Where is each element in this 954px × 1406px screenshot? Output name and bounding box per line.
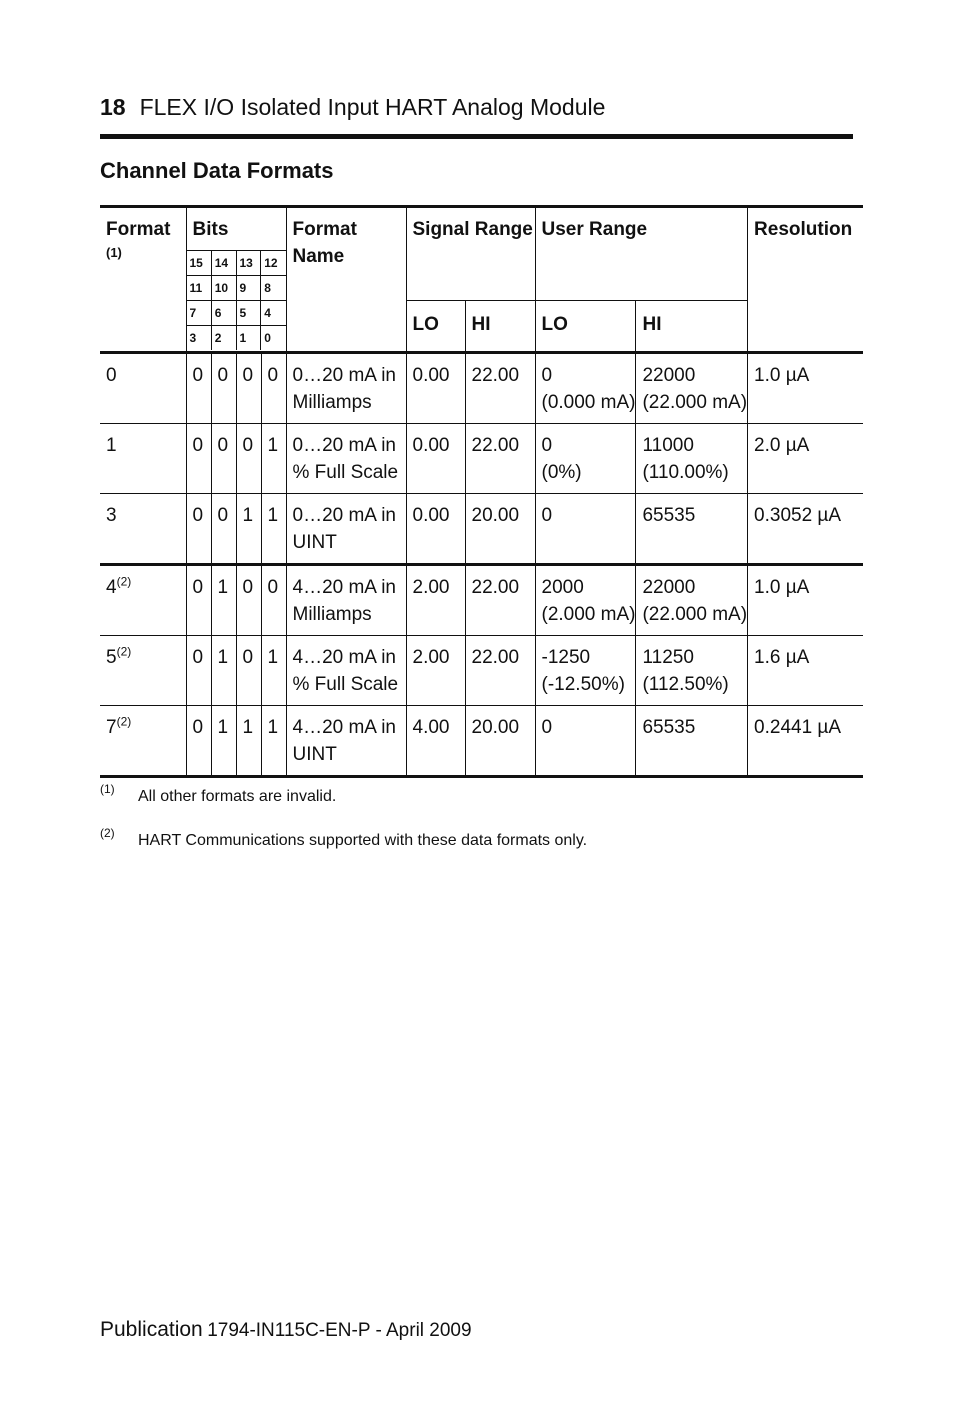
resolution: 1.0 µA (748, 353, 863, 424)
resolution: 2.0 µA (748, 424, 863, 494)
footnote-text: All other formats are invalid. (138, 788, 337, 805)
table-row (100, 565, 863, 636)
bit-value: 1 (236, 494, 261, 565)
bit-value: 0 (211, 494, 236, 565)
format-code: 4$^{(2)}$ (106, 574, 132, 598)
bit-value: 1 (211, 706, 236, 777)
format-name: 4…20 mA in Milliamps (286, 565, 406, 636)
footnote-mark: (2) (100, 826, 115, 840)
page-number: 18 (100, 94, 126, 120)
signal-lo: 0.00 (406, 494, 465, 565)
bit-number: 6 (211, 301, 236, 326)
signal-lo: 0.00 (406, 353, 465, 424)
format-code: 0 (106, 365, 117, 386)
format-code: 1 (106, 435, 117, 456)
bit-number: 13 (236, 251, 261, 276)
resolution: 0.3052 µA (748, 494, 863, 565)
resolution: 1.0 µA (748, 565, 863, 636)
header-bits: Bits 15 14 13 12 11 10 9 8 7 6 5 4 3 2 1 0 (186, 207, 286, 353)
user-hi: 65535 (636, 706, 748, 777)
bit-number: 5 (236, 301, 261, 326)
format-name: 0…20 mA in UINT (286, 494, 406, 565)
header-user-hi: HI (636, 301, 748, 353)
bit-number: 1 (236, 326, 261, 351)
user-hi: 65535 (636, 494, 748, 565)
bit-number: 7 (187, 301, 212, 326)
format-name: 0…20 mA in Milliamps (286, 353, 406, 424)
user-lo: 2000 (2.000 mA) (535, 565, 636, 636)
bit-value: 1 (261, 706, 286, 777)
bit-value: 0 (186, 565, 211, 636)
bit-number: 11 (187, 276, 212, 301)
section-title: Channel Data Formats (100, 158, 334, 183)
header-signal-lo: LO (406, 301, 465, 353)
format-code: 5$^{(2)}$ (106, 644, 132, 668)
bit-number: 15 (187, 251, 212, 276)
header-format-name: Format Name (286, 207, 406, 353)
bit-value: 0 (186, 494, 211, 565)
user-hi: 22000 (22.000 mA) (636, 565, 748, 636)
format-name: 4…20 mA in UINT (286, 706, 406, 777)
bit-value: 1 (261, 636, 286, 706)
format-name: 0…20 mA in % Full Scale (286, 424, 406, 494)
bit-value: 0 (186, 706, 211, 777)
bit-value: 0 (186, 424, 211, 494)
bit-value: 0 (186, 636, 211, 706)
bit-value: 1 (261, 424, 286, 494)
bit-value: 0 (211, 424, 236, 494)
header-signal-range: Signal Range (406, 207, 535, 301)
table-row (100, 706, 863, 777)
user-hi: 11250 (112.50%) (636, 636, 748, 706)
bit-number: 8 (261, 276, 286, 301)
header-resolution: Resolution (748, 207, 863, 353)
bit-value: 1 (261, 494, 286, 565)
publication-footer (100, 1318, 472, 1342)
bit-number: 14 (211, 251, 236, 276)
bit-number: 3 (187, 326, 212, 351)
signal-lo: 2.00 (406, 565, 465, 636)
table-row (100, 494, 863, 565)
user-lo: 0 (535, 706, 636, 777)
signal-hi: 22.00 (465, 565, 535, 636)
bit-value: 1 (211, 636, 236, 706)
bit-value: 0 (186, 353, 211, 424)
table-row (100, 424, 863, 494)
bit-value: 1 (236, 706, 261, 777)
bit-value: 1 (211, 565, 236, 636)
header-user-lo: LO (535, 301, 636, 353)
format-footnote-sup: (2) (116, 714, 132, 729)
bit-number: 2 (211, 326, 236, 351)
signal-hi: 20.00 (465, 706, 535, 777)
header-rule (100, 134, 853, 139)
bit-number: 0 (261, 326, 286, 351)
signal-hi: 22.00 (465, 353, 535, 424)
bit-value: 0 (211, 353, 236, 424)
signal-lo: 2.00 (406, 636, 465, 706)
table-row (100, 353, 863, 424)
user-lo: -1250 (-12.50%) (535, 636, 636, 706)
bit-number: 10 (211, 276, 236, 301)
bit-value: 0 (261, 353, 286, 424)
channel-data-formats-table (100, 205, 863, 778)
bit-value: 0 (236, 565, 261, 636)
header-user-range: User Range (535, 207, 748, 301)
bit-number-grid (187, 250, 286, 350)
format-footnote-ref: (1) (106, 245, 122, 260)
bit-number: 9 (236, 276, 261, 301)
resolution: 0.2441 µA (748, 706, 863, 777)
signal-hi: 22.00 (465, 424, 535, 494)
publication-id: 1794-IN115C-EN-P - April 2009 (207, 1320, 472, 1341)
signal-lo: 0.00 (406, 424, 465, 494)
user-hi: 11000 (110.00%) (636, 424, 748, 494)
bit-number: 12 (261, 251, 286, 276)
format-code: 7$^{(2)}$ (106, 714, 132, 738)
signal-lo: 4.00 (406, 706, 465, 777)
bit-value: 0 (236, 353, 261, 424)
header-signal-hi: HI (465, 301, 535, 353)
signal-hi: 22.00 (465, 636, 535, 706)
user-lo: 0 (0.000 mA) (535, 353, 636, 424)
publication-label: Publication (100, 1318, 203, 1341)
format-code: 3 (106, 505, 117, 526)
format-footnote-sup: (2) (116, 644, 132, 659)
user-lo: 0 (0%) (535, 424, 636, 494)
format-footnote-sup: (2) (116, 574, 132, 589)
signal-hi: 20.00 (465, 494, 535, 565)
page-header (100, 94, 605, 121)
format-name: 4…20 mA in % Full Scale (286, 636, 406, 706)
document-title: FLEX I/O Isolated Input HART Analog Module (139, 94, 606, 120)
user-hi: 22000 (22.000 mA) (636, 353, 748, 424)
table-row (100, 636, 863, 706)
user-lo: 0 (535, 494, 636, 565)
bit-value: 0 (236, 636, 261, 706)
header-format: Format (1) (100, 207, 186, 353)
footnote-mark: (1) (100, 782, 115, 796)
footnote-text: HART Communications supported with these data formats only. (138, 832, 588, 849)
bit-value: 0 (236, 424, 261, 494)
resolution: 1.6 µA (748, 636, 863, 706)
bit-number: 4 (261, 301, 286, 326)
bit-value: 0 (261, 565, 286, 636)
